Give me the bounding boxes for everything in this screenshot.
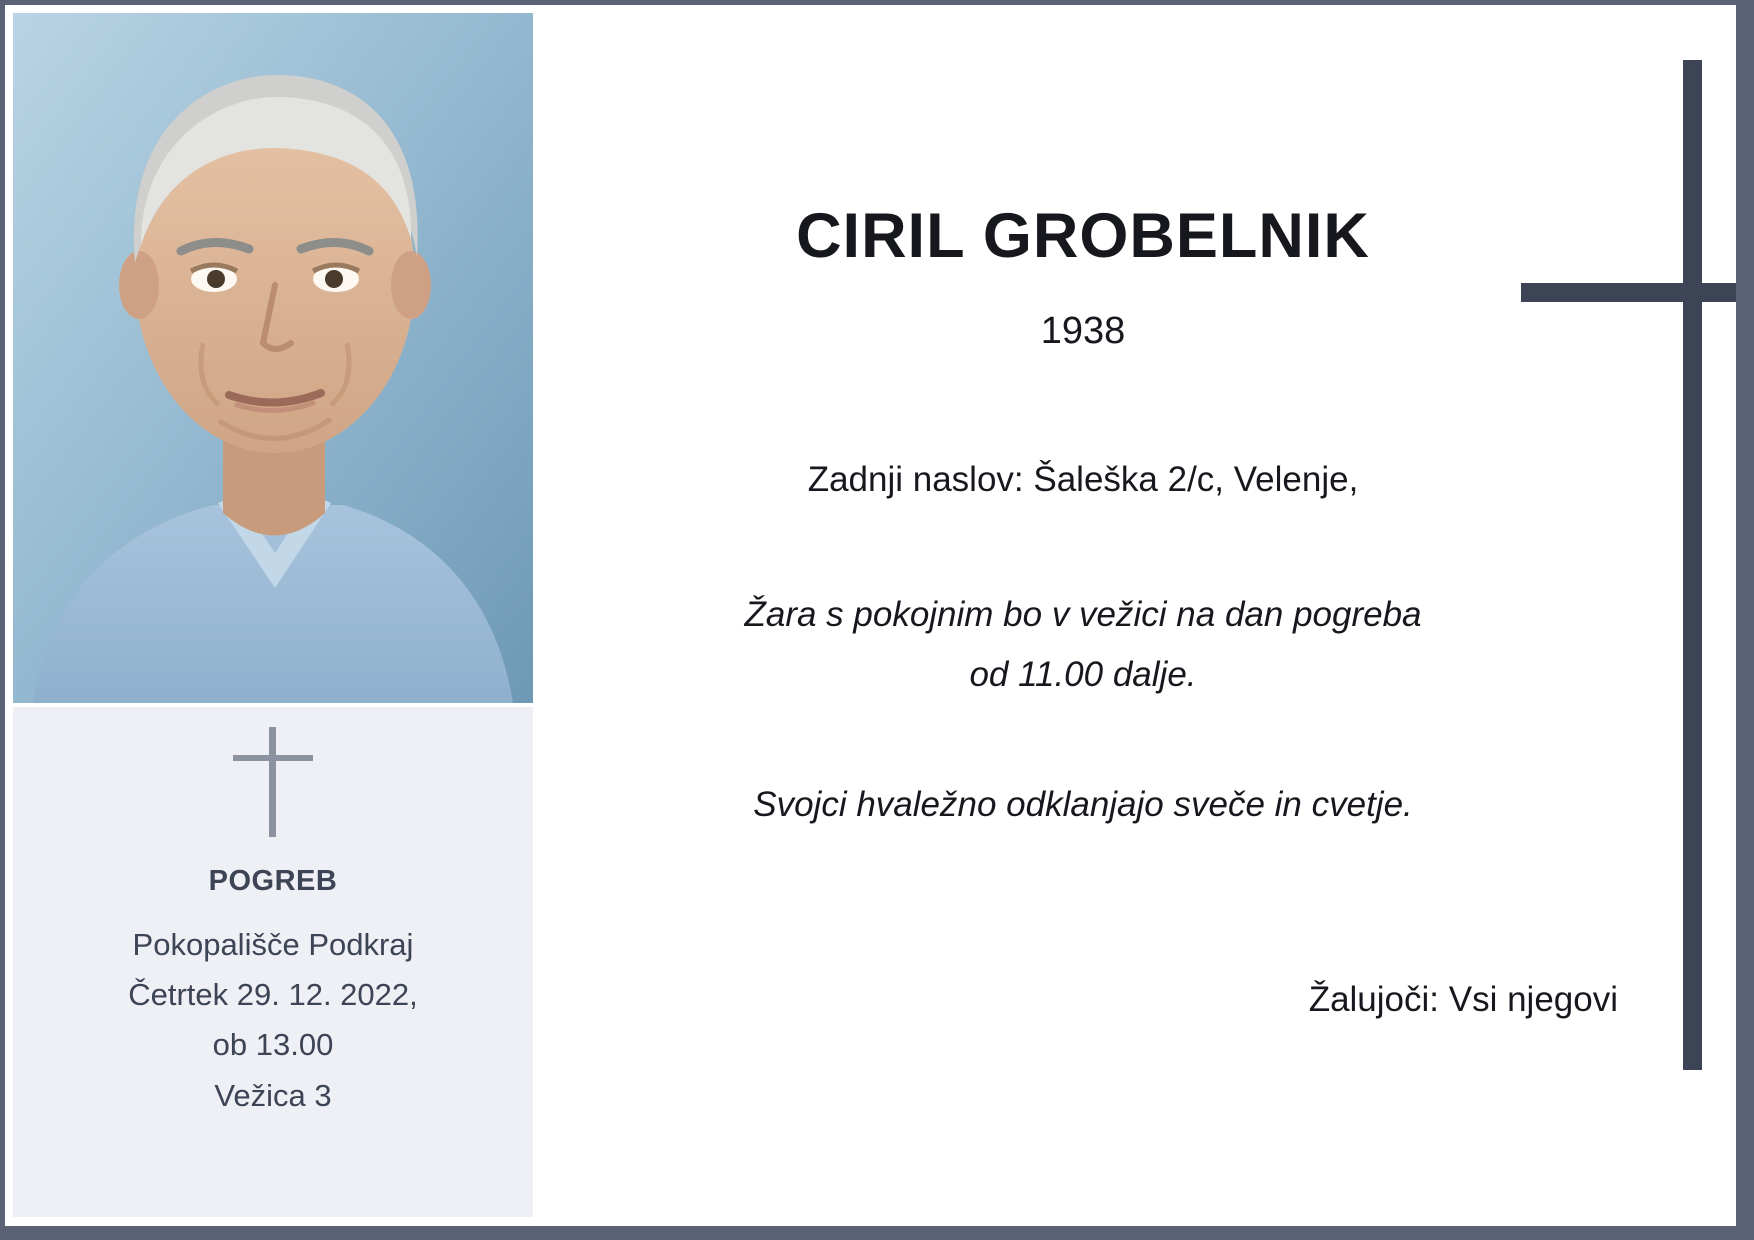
cross-icon: [1683, 60, 1702, 1070]
urn-notice: [533, 585, 1633, 705]
urn-notice-line2: od 11.00 dalje.: [969, 655, 1197, 695]
cross-icon: [213, 727, 333, 837]
funeral-time: ob 13.00: [212, 1027, 334, 1063]
funeral-chapel: Vežica 3: [214, 1077, 332, 1113]
last-address: Zadnji naslov: Šaleška 2/c, Velenje,: [807, 460, 1359, 499]
funeral-date: Četrtek 29. 12. 2022,: [128, 977, 418, 1013]
portrait-illustration: [13, 13, 533, 703]
funeral-cemetery: Pokopališče Podkraj: [132, 927, 414, 962]
birth-year: 1938: [1040, 310, 1126, 352]
mourners-line: Žalujoči: Vsi njegovi: [1308, 980, 1618, 1019]
portrait-photo: [13, 13, 533, 703]
cross-icon-crossbar: [1521, 283, 1736, 302]
funeral-heading: POGREB: [208, 865, 338, 897]
funeral-details-panel: [13, 707, 533, 1217]
main-content: [533, 5, 1736, 1226]
flowers-notice: Svojci hvaležno odklanjajo sveče in cvetje.: [753, 785, 1413, 824]
deceased-name: CIRIL GROBELNIK: [796, 201, 1370, 271]
left-column: [13, 5, 533, 1226]
card-inner: [5, 5, 1736, 1226]
urn-notice-line1: Žara s pokojnim bo v vežici na dan pogreba: [744, 595, 1422, 634]
